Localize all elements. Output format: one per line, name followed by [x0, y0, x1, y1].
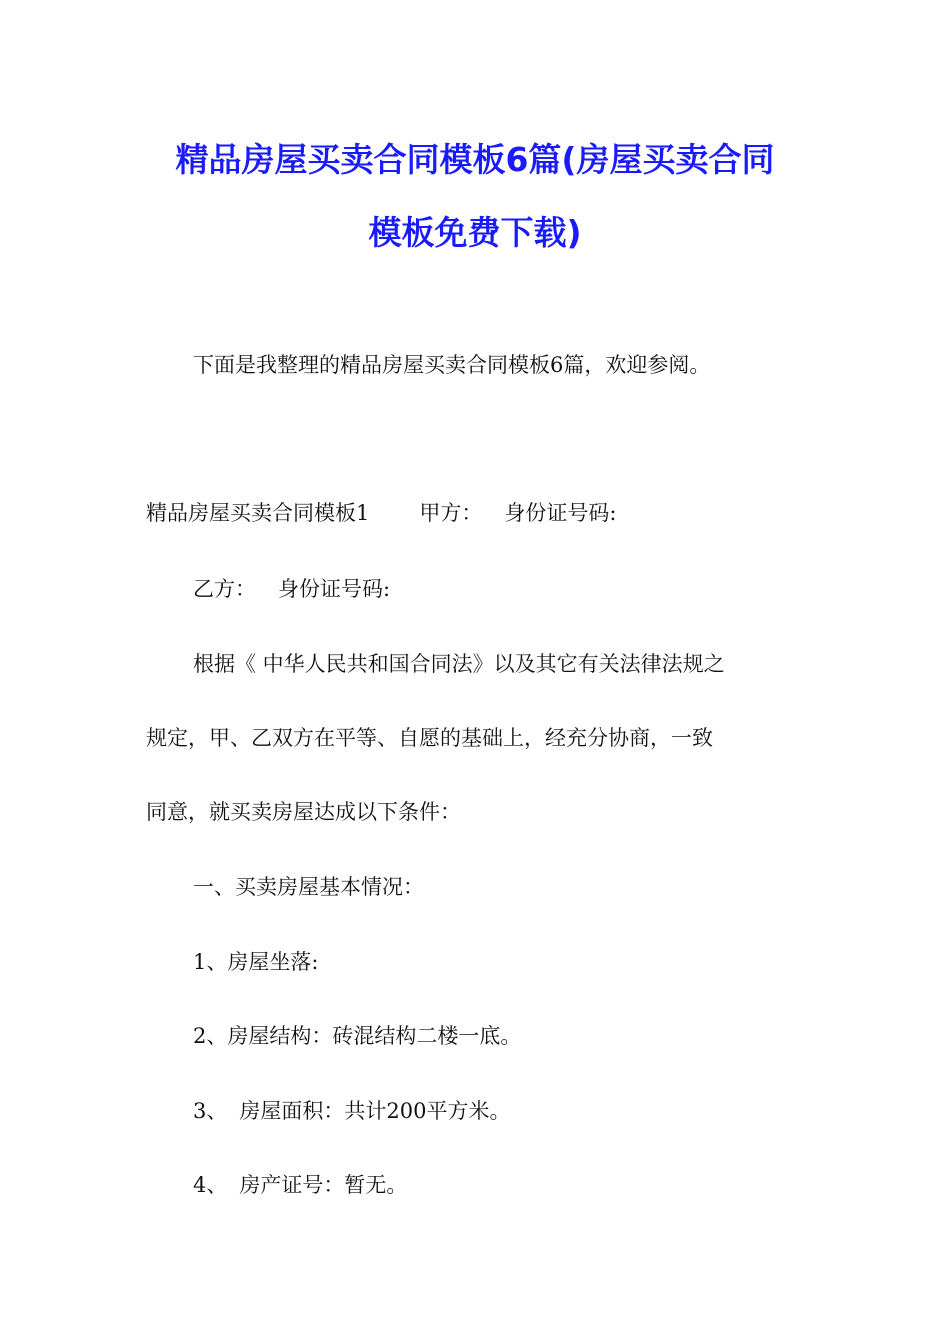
preamble-line-1: 根据《 中华人民共和国合同法》以及其它有关法律法规之	[193, 652, 725, 676]
item-3-number: 3、	[193, 1099, 228, 1123]
preamble-line-2: 规定，甲、乙双方在平等、自愿的基础上，经充分协商，一致	[146, 726, 713, 750]
item-3-row	[193, 1095, 510, 1125]
clause-1-heading: 一、买卖房屋基本情况：	[193, 875, 424, 899]
party-b-row	[193, 573, 390, 603]
item-2-structure: 2、房屋结构：砖混结构二楼一底。	[193, 1024, 522, 1048]
section-heading-row	[146, 497, 616, 527]
item-3-area: 房屋面积：共计200平方米。	[239, 1099, 511, 1123]
party-b-id-label: 身份证号码:	[278, 577, 391, 601]
item-4-number: 4、	[193, 1173, 228, 1197]
party-b-label: 乙方：	[193, 577, 256, 601]
item-1-location: 1、房屋坐落:	[193, 950, 319, 974]
intro-paragraph: 下面是我整理的精品房屋买卖合同模板6篇，欢迎参阅。	[193, 353, 711, 377]
section-heading: 精品房屋买卖合同模板1	[146, 501, 370, 525]
item-4-row	[193, 1169, 407, 1199]
preamble-line-3: 同意，就买卖房屋达成以下条件：	[146, 800, 461, 824]
party-a-id-label: 身份证号码:	[504, 501, 617, 525]
item-4-certificate: 房产证号：暂无。	[239, 1173, 408, 1197]
party-a-label: 甲方：	[419, 501, 483, 525]
document-title-line-2: 模板免费下载)	[368, 213, 582, 252]
document-title-line-1: 精品房屋买卖合同模板6篇(房屋买卖合同	[175, 140, 775, 179]
